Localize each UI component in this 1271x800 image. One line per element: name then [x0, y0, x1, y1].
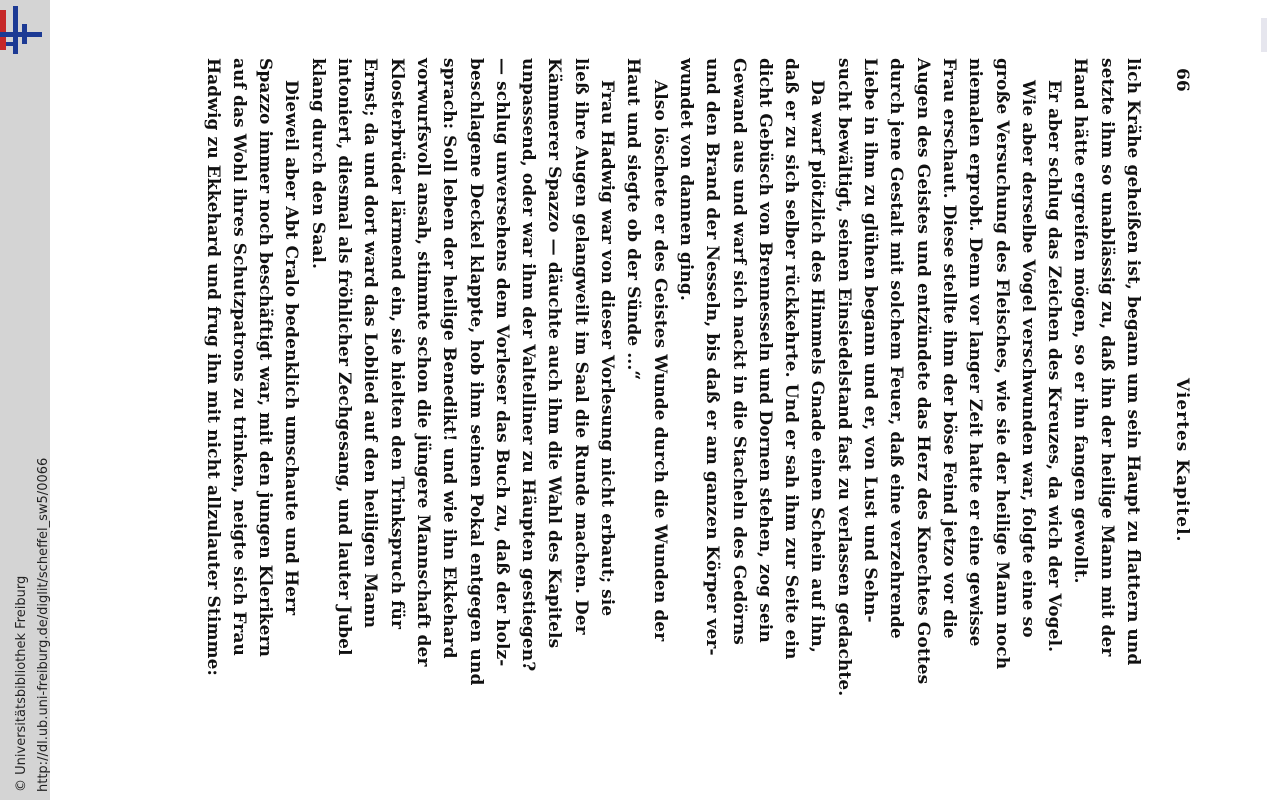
text-line: dicht Gebüsch von Brennesseln und Dornen stehen, zog sein: [754, 58, 775, 643]
text-line: ließ ihre Augen gelangweilt im Saal die Runde machen. Der: [570, 58, 591, 635]
text-line: Wie aber derselbe Vogel verschwunden war, folgte eine so: [1017, 80, 1038, 638]
text-line: sucht bewältigt, seinen Einsiedelstand fast zu verlassen gedachte.: [833, 58, 854, 697]
text-line: Dieweil aber Abt Cralo bedenklich umschaute und Herr: [281, 80, 302, 616]
text-line: Klosterbrüder lärmend ein, sie hielten den Trinkspruch für: [386, 58, 407, 629]
page-header: [1166, 58, 1196, 778]
text-line: sprach: Soll leben der heilige Benedikt! und wie ihn Ekkehard: [439, 58, 460, 659]
library-logo-icon: [0, 6, 44, 54]
text-line: Frau erschaut. Diese stellte ihm der böse Feind jetzo vor die: [938, 58, 959, 639]
text-line: daß er zu sich selber rückkehrte. Und er sah ihm zur Seite ein: [781, 58, 802, 660]
text-line: und den Brand der Nesseln, bis daß er am ganzen Körper ver-: [702, 58, 723, 656]
page-number: 66: [1172, 68, 1192, 92]
text-line: Kämmerer Spazzo — däuchte auch ihm die Wahl des Kapitels: [544, 58, 565, 649]
text-line: unpassend, oder war ihm der Valtelliner zu Häupten gestiegen?: [518, 58, 539, 672]
text-line: vorwurfsvoll ansah, stimmte schon die jüngere Mannschaft der: [412, 58, 433, 667]
text-line: Ernst; da und dort ward das Loblied auf den heiligen Mann: [360, 58, 381, 629]
text-line: auf das Wohl ihres Schutzpatrons zu trinken, neigte sich Frau: [228, 58, 249, 656]
text-line: Hadwig zu Ekkehard und frug ihn mit nicht allzulauter Stimme:: [202, 58, 223, 676]
text-line: intoniert, diesmal als fröhlicher Zechgesang, und lauter Jubel: [334, 58, 355, 656]
text-line: setzte ihm so unablässig zu, daß ihn der heilige Mann mit der: [1096, 58, 1117, 657]
copyright-notice: © Universitätsbibliothek Freiburg: [14, 575, 29, 792]
sidebar: [0, 0, 50, 800]
text-line: wundet von dannen ging.: [675, 58, 696, 301]
text-line: Da warf plötzlich des Himmels Gnade einen Schein auf ihn,: [807, 80, 828, 653]
book-page: [146, 58, 1196, 778]
text-line: Gewand aus und warf sich nackt in die Stacheln des Gedörns: [728, 58, 749, 645]
page-body: [199, 58, 1146, 778]
text-line: Also löschete er des Geistes Wunde durch die Wunden der: [649, 80, 670, 642]
text-line: Spazzo immer noch beschäftigt war, mit den jungen Klerikern: [255, 58, 276, 658]
text-line: Liebe in ihm zu glühen begann und er, von Lust und Sehn-: [860, 58, 881, 623]
text-line: niemalen erprobt. Denn vor langer Zeit hatte er eine gewisse: [965, 58, 986, 647]
text-line: Haut und siegte ob der Sünde ...“: [623, 58, 644, 381]
text-line: — schlug unversehens dem Vorleser das Buch zu, daß der holz-: [491, 58, 512, 667]
text-line: durch jene Gestalt mit solchem Feuer, daß eine verzehrende: [886, 58, 907, 639]
text-line: Augen des Geistes und entzündete das Herz des Knechtes Gottes: [912, 58, 933, 685]
running-head: Viertes Kapitel.: [1172, 378, 1192, 543]
scrollbar[interactable]: [1261, 18, 1267, 52]
text-line: große Versuchung des Fleisches, wie sie der heilige Mann noch: [991, 58, 1012, 670]
text-line: Frau Hadwig war von dieser Vorlesung nicht erbaut; sie: [597, 80, 618, 617]
document-url[interactable]: http://dl.ub.uni-freiburg.de/diglit/scheffel_sw5/0066: [36, 457, 51, 792]
text-line: Er aber schlug das Zeichen des Kreuzes, da wich der Vogel.: [1044, 80, 1065, 653]
text-line: beschlagene Deckel klappte, hob ihm seinen Pokal entgegen und: [465, 58, 486, 686]
text-line: Hand hätte ergreifen mögen, so er ihn fangen gewollt.: [1070, 58, 1091, 584]
text-line: lich Krähe geheißen ist, begann um sein Haupt zu flattern und: [1123, 58, 1143, 666]
text-line: klang durch den Saal.: [307, 58, 328, 270]
